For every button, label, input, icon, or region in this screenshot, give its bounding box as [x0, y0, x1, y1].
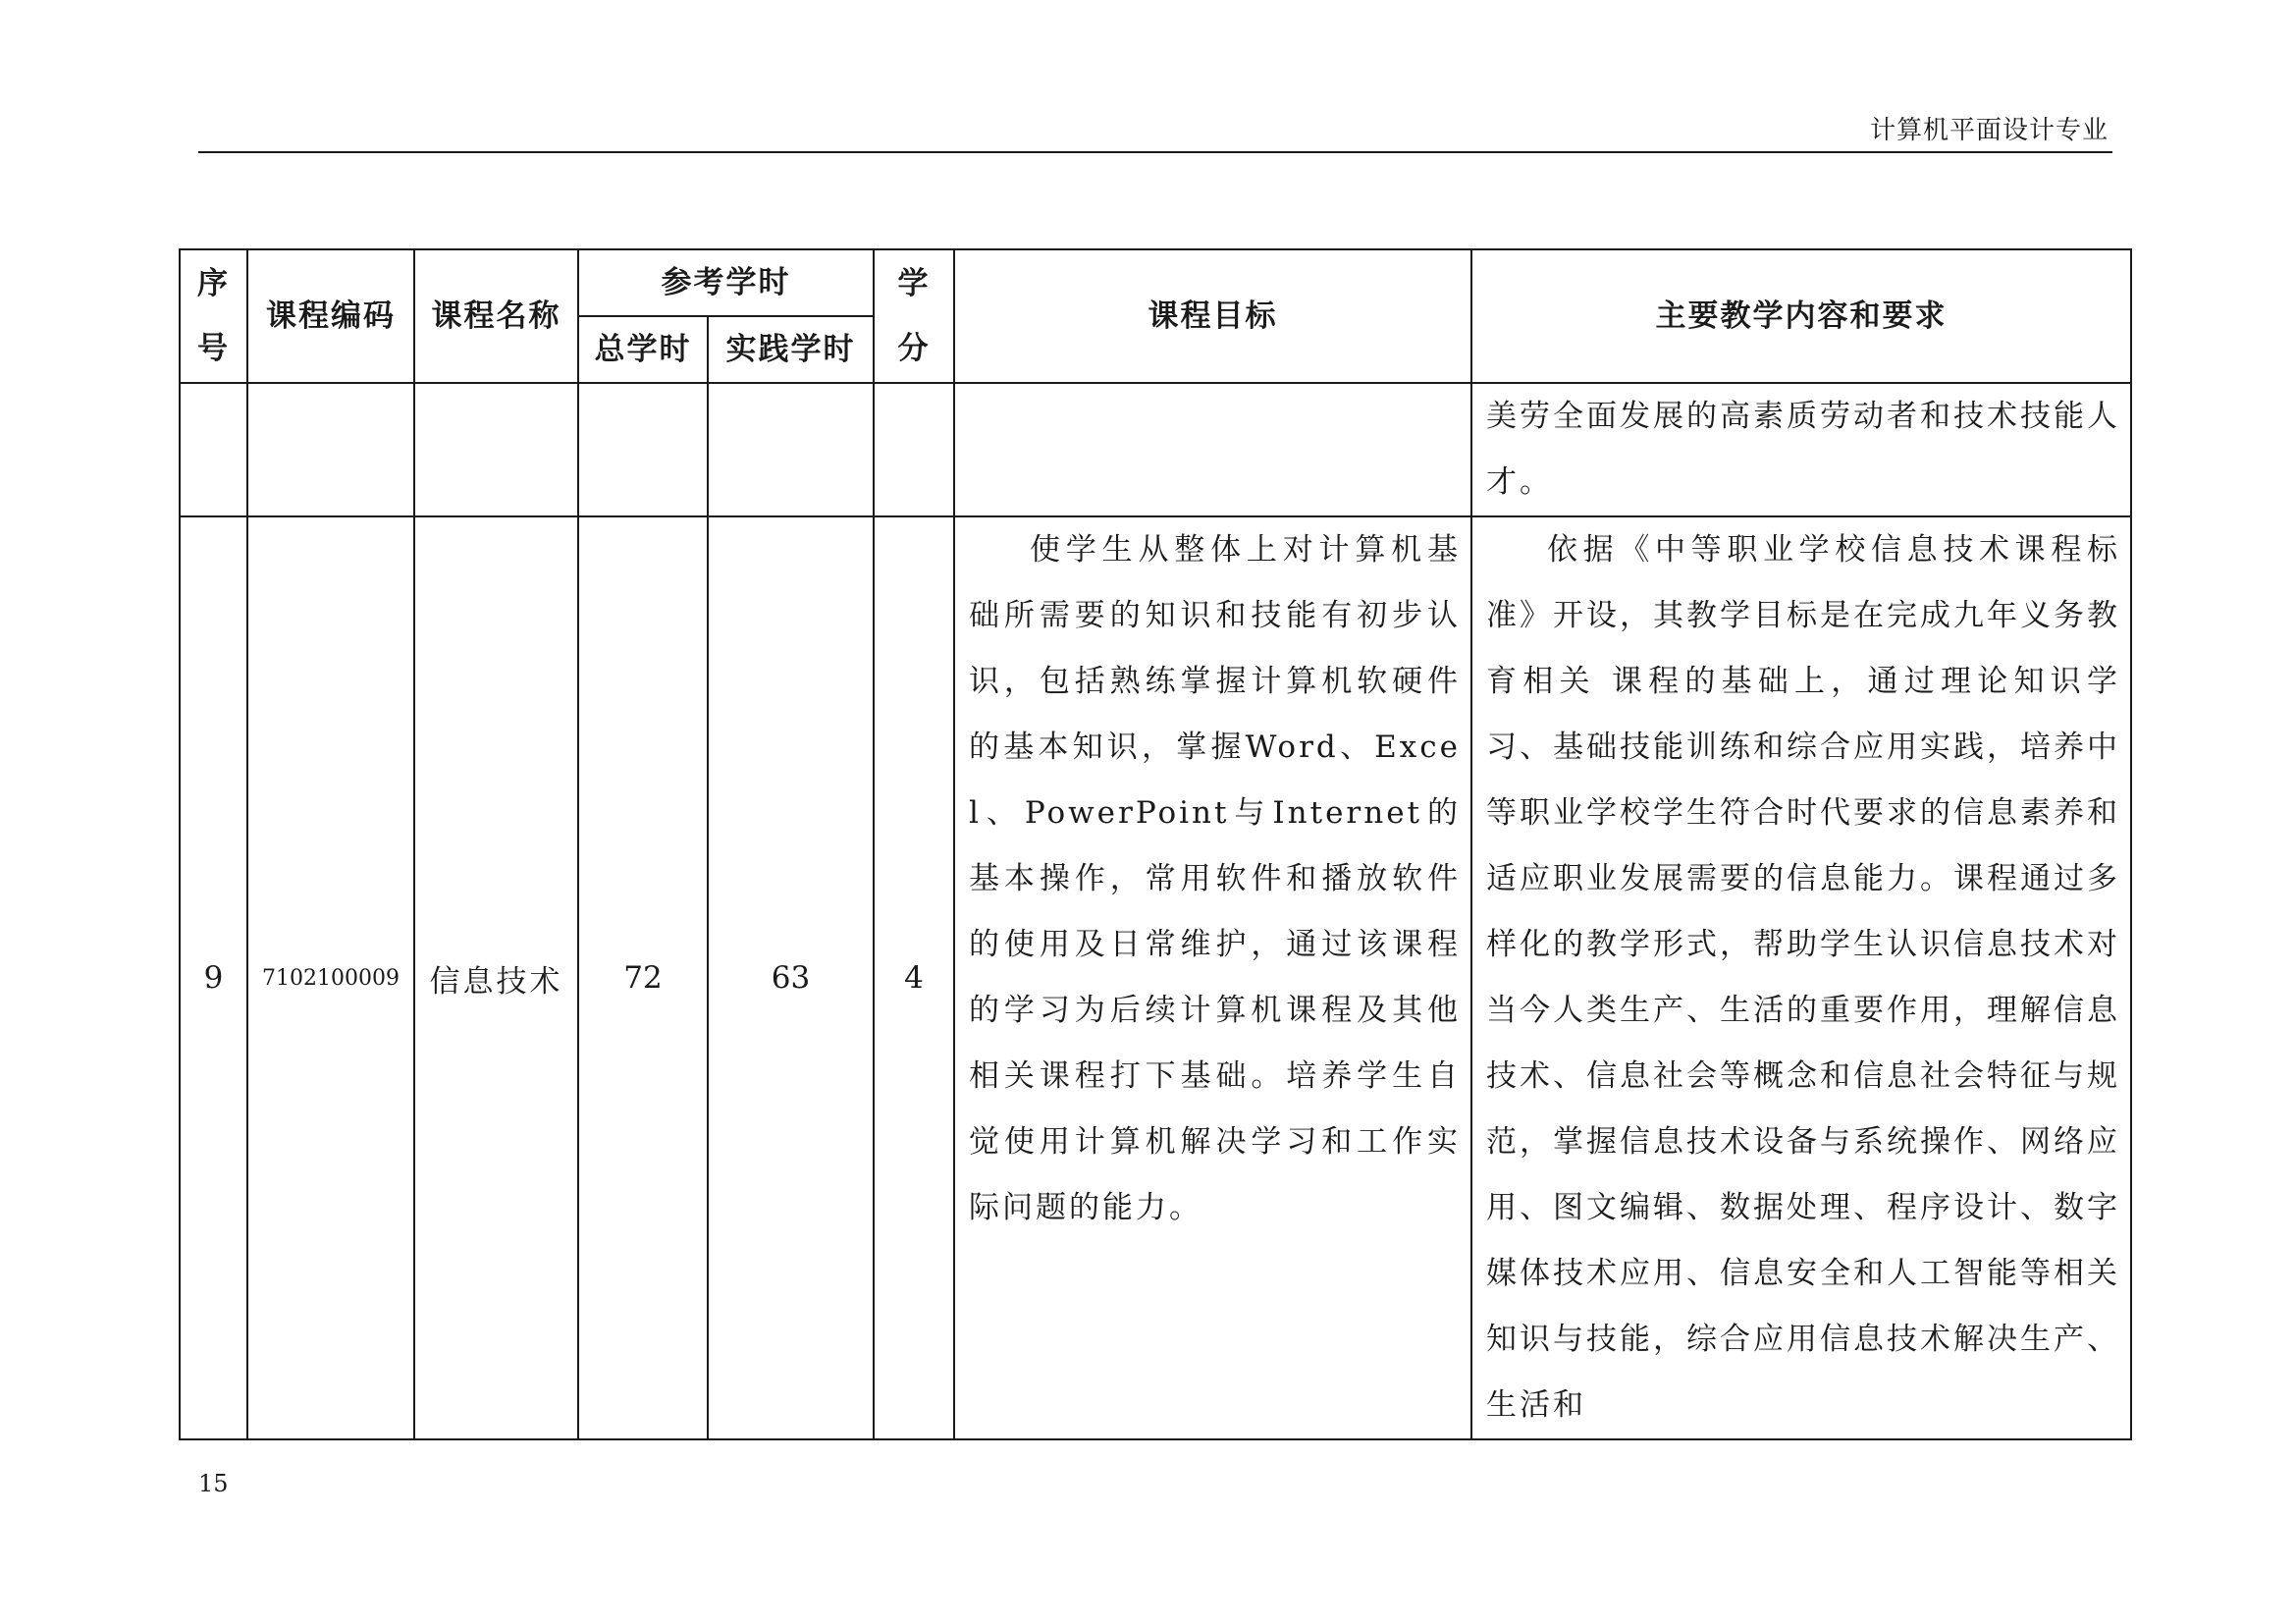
cell-empty — [247, 383, 414, 516]
cell-total-hours: 72 — [578, 516, 708, 1439]
header-total-hours: 总学时 — [578, 316, 708, 383]
course-table — [179, 248, 2132, 1440]
page-header — [198, 116, 2112, 153]
header-credit — [874, 249, 954, 383]
header-seq — [180, 249, 247, 383]
page-number: 15 — [198, 1470, 229, 1497]
cell-content-continued — [1471, 383, 2131, 516]
cell-empty — [414, 383, 578, 516]
header-title: 计算机平面设计专业 — [1869, 116, 2109, 145]
goal-text: 使学生从整体上对计算机基础所需要的知识和技能有初步认识，包括熟练掌握计算机软硬件的基本知识，掌握Word、Excel、PowerPoint与Internet的基本操作，常用软件和播放软件的使用及日常维护，通过该课程的学习为后续计算机课程及其他相关课程打下基础。培养学生自觉使用计算机解决学习和工作实际问题的能力。 — [969, 532, 1461, 1225]
content-continued-text: 美劳全面发展的高素质劳动者和技术技能人才。 — [1486, 399, 2120, 500]
cell-empty — [708, 383, 874, 516]
table-row — [180, 516, 2131, 1439]
cell-empty — [578, 383, 708, 516]
content-text: 依据《中等职业学校信息技术课程标准》开设，其教学目标是在完成九年义务教育相关 课程的基础上，通过理论知识学习、基础技能训练和综合应用实践，培养中等职业学校学生符合时代要求的信息素养和适应职业发展需要的信息能力。课程通过多样化的教学形式，帮助学生认识信息技术对当今人类生产、生活的重要作用，理解信息技术、信息社会等概念和信息社会特征与规范，掌握信息技术设备与系统操作、网络应用、图文编辑、数据处理、程序设计、数字媒体技术应用、信息安全和人工智能等相关知识与技能，综合应用信息技术解决生产、生活和 — [1486, 532, 2120, 1423]
header-ref-hours: 参考学时 — [578, 249, 874, 316]
header-row-1 — [180, 249, 2131, 316]
header-seq-line1: 序 — [197, 266, 230, 301]
cell-content — [1471, 516, 2131, 1439]
cell-goal — [954, 516, 1471, 1439]
header-goal: 课程目标 — [954, 249, 1471, 383]
header-credit-line2: 分 — [897, 331, 931, 366]
cell-name: 信息技术 — [414, 516, 578, 1439]
header-code: 课程编码 — [247, 249, 414, 383]
cell-practice-hours: 63 — [708, 516, 874, 1439]
cell-empty — [954, 383, 1471, 516]
header-credit-line1: 学 — [897, 266, 931, 301]
cell-seq: 9 — [180, 516, 247, 1439]
cell-code: 7102100009 — [247, 516, 414, 1439]
cell-credit: 4 — [874, 516, 954, 1439]
table-row-continued — [180, 383, 2131, 516]
cell-empty — [180, 383, 247, 516]
header-content: 主要教学内容和要求 — [1471, 249, 2131, 383]
header-seq-line2: 号 — [197, 331, 230, 366]
cell-empty — [874, 383, 954, 516]
header-name: 课程名称 — [414, 249, 578, 383]
header-practice-hours: 实践学时 — [708, 316, 874, 383]
